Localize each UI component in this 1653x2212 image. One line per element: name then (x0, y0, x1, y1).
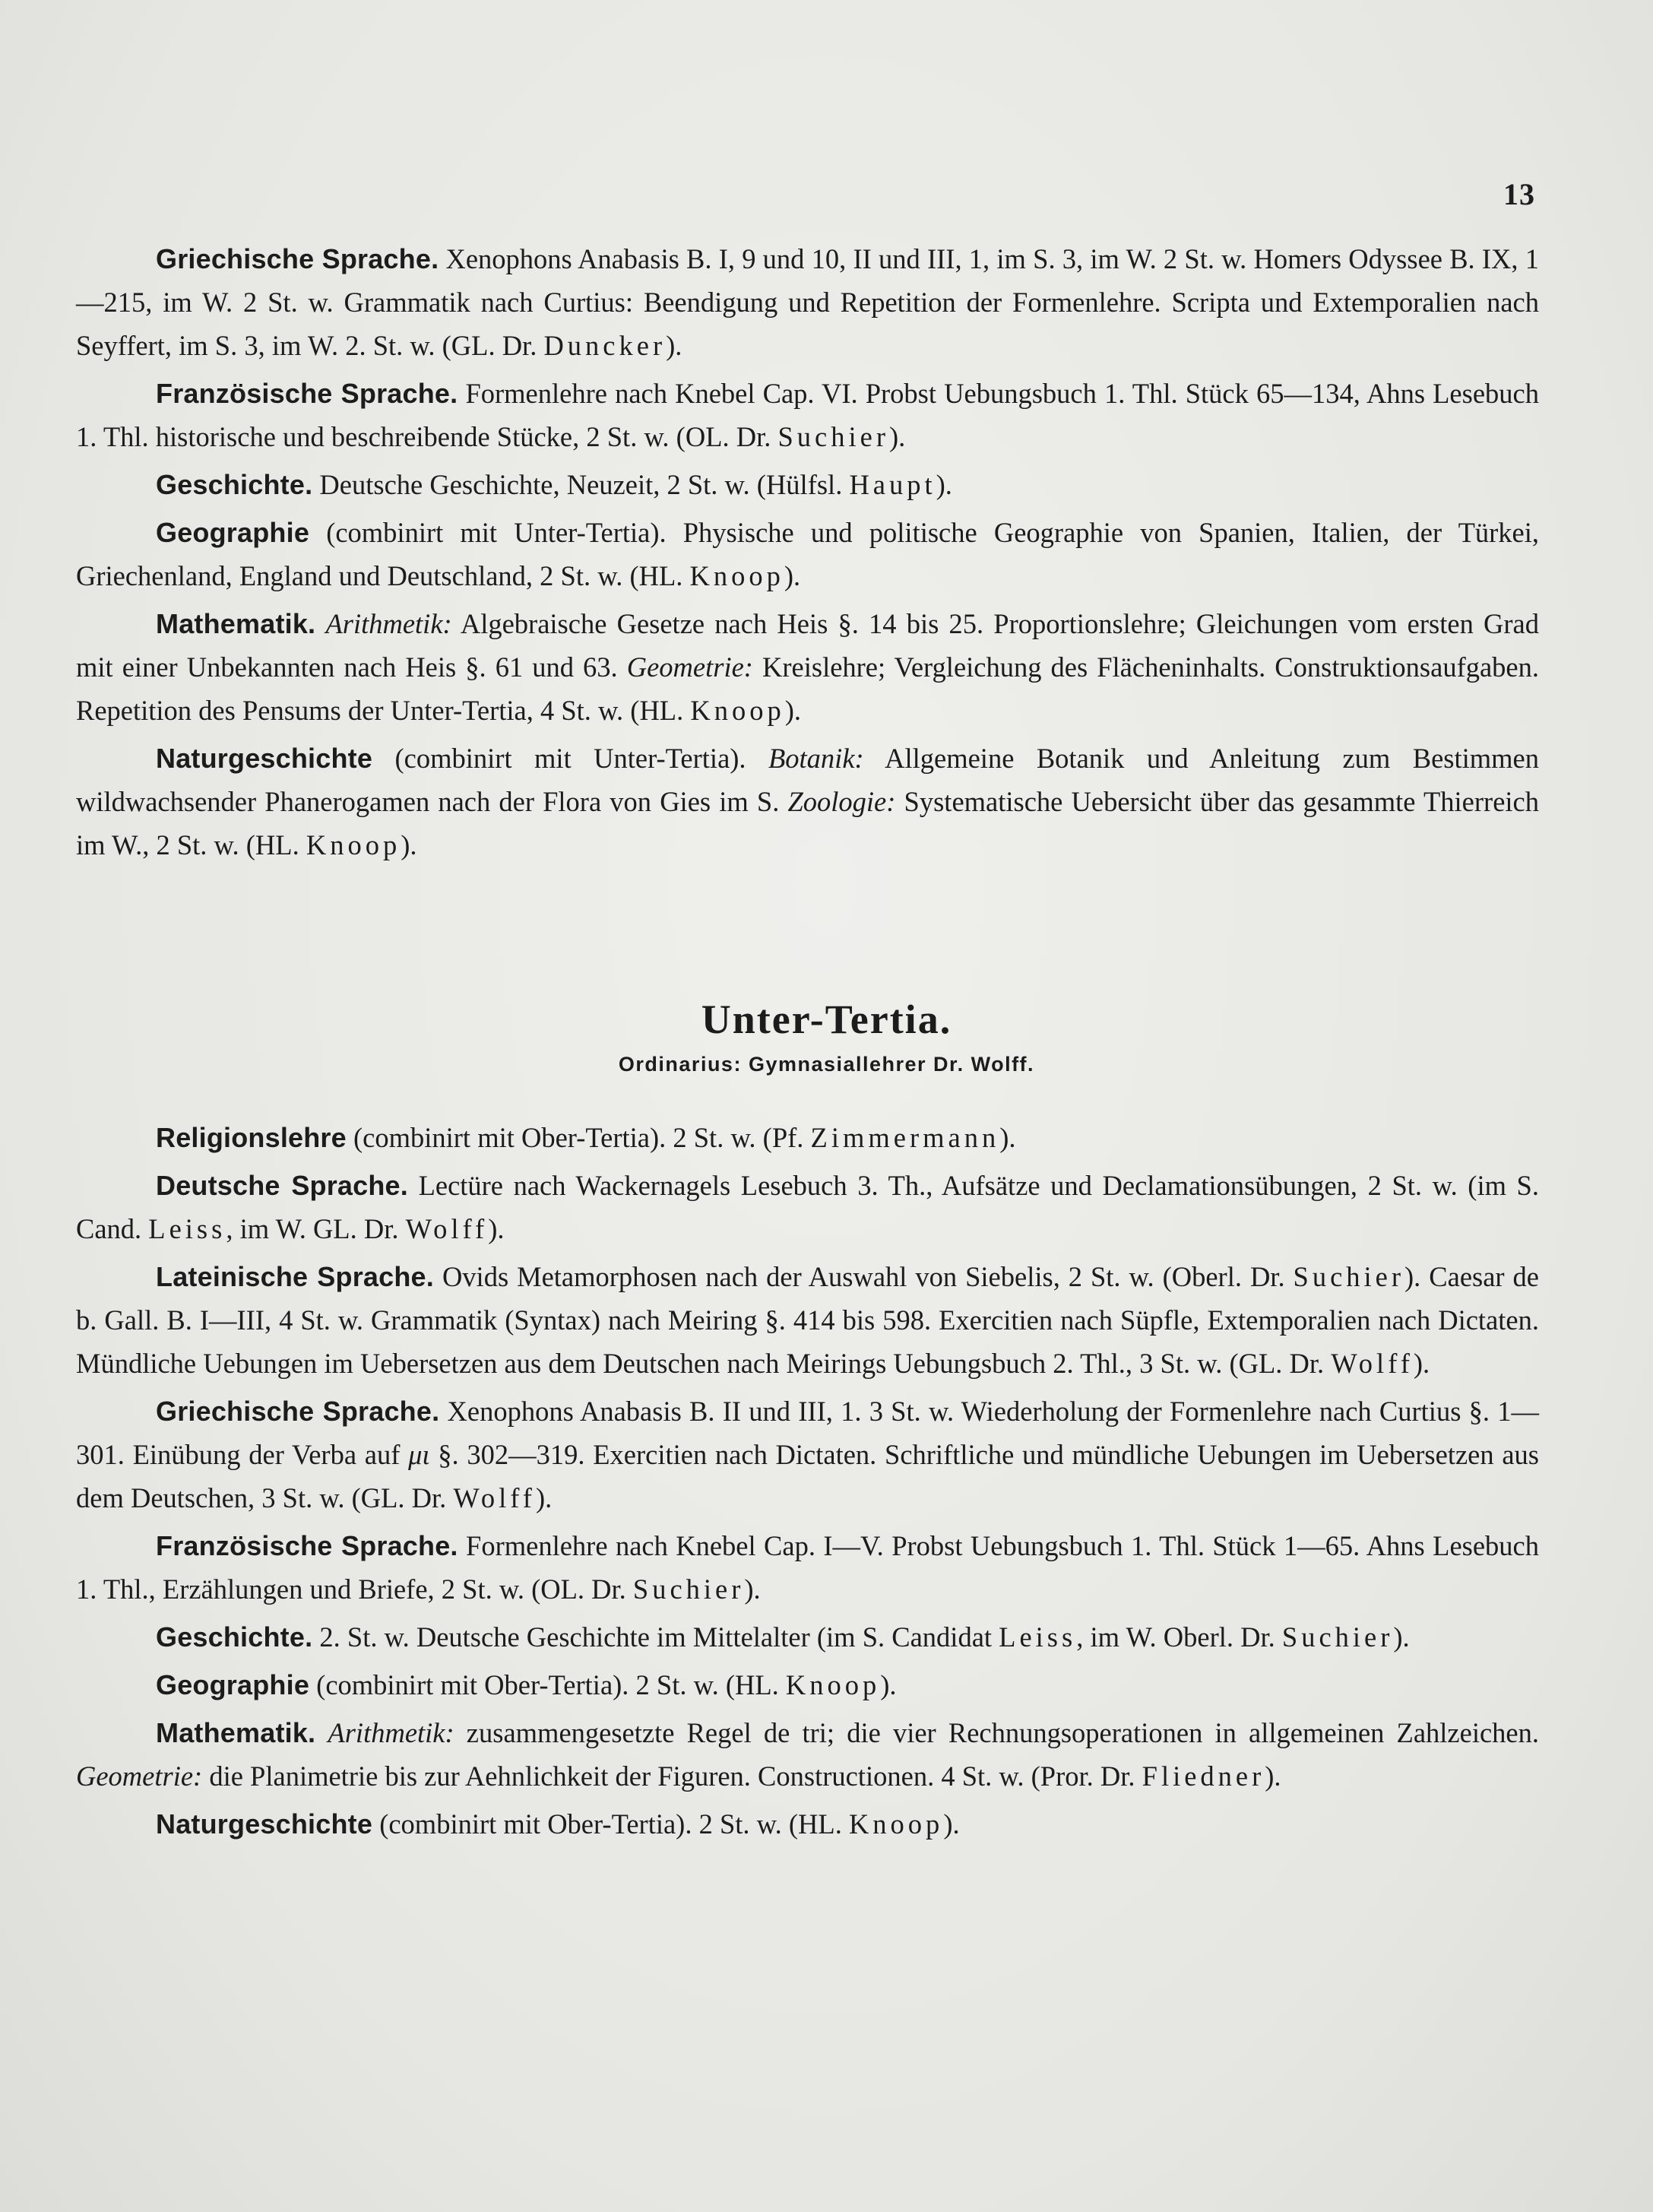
paragraph-text: §. 302—319. Exercitien nach Dictaten. Schriftliche und mündliche Uebungen im Uebersetzen aus dem Deutschen, 3 St. w. (GL. Dr. (76, 1439, 1539, 1513)
teacher-name: Knoop (848, 1808, 944, 1840)
paragraph-text: Deutsche Geschichte, Neuzeit, 2 St. w. (Hülfsl. (312, 469, 850, 500)
curriculum-paragraph (76, 1255, 1539, 1385)
paragraph-text: ). (1413, 1348, 1430, 1379)
teacher-name: Knoop (689, 560, 784, 591)
teacher-name: Haupt (849, 469, 936, 500)
paragraph-text (315, 608, 325, 639)
curriculum-paragraph (76, 1663, 1539, 1707)
curriculum-paragraph (76, 511, 1539, 597)
teacher-name: Leiss (148, 1213, 226, 1244)
paragraph-text: (combinirt mit Unter-Tertia). Physische und politische Geographie von Spanien, Italien, der Türkei, Griechenland, England und Deutschland, 2 St. w. (HL. (76, 517, 1539, 591)
subject-heading: Französische Sprache. (156, 1530, 458, 1561)
teacher-name: Suchier (777, 421, 889, 452)
paragraph-text: Kreislehre; Vergleichung des Flächeninhalts. Construktionsaufgaben. Repetition des Pensums der Unter-Tertia, 4 St. w. (HL. (76, 651, 1539, 726)
curriculum-paragraph (76, 1615, 1539, 1659)
curriculum-paragraph (76, 737, 1539, 867)
paragraph-text: zusammengesetzte Regel de tri; die vier Rechnungsoperationen in allgemeinen Zahlzeichen. (454, 1717, 1540, 1748)
topic-label: Botanik: (768, 743, 864, 774)
subject-heading: Geschichte. (156, 469, 313, 500)
paragraph-text: ). (880, 1669, 897, 1700)
curriculum-paragraph (76, 1711, 1539, 1798)
unter-tertia-curriculum (76, 1116, 1539, 1846)
paragraph-text: Formenlehre nach Knebel Cap. I—V. Probst Uebungsbuch 1. Thl. Stück 1—65. Ahns Lesebuch 1. Thl., Erzählungen und Briefe, 2 St. w. (OL. Dr. (76, 1530, 1539, 1605)
paragraph-text (315, 1717, 328, 1748)
subject-heading: Lateinische Sprache. (156, 1261, 434, 1292)
teacher-name: Zimmermann (810, 1122, 1000, 1153)
subject-heading: Geographie (156, 517, 310, 548)
paragraph-text: (combinirt mit Ober-Tertia). 2 St. w. (HL. (309, 1669, 786, 1700)
paragraph-text: ). (784, 560, 801, 591)
curriculum-paragraph (76, 237, 1539, 367)
paragraph-text: Xenophons Anabasis B. II und III, 1. 3 St. w. Wiederholung der Formenlehre nach Curtius §. 1—301. Einübung der Verba auf (76, 1396, 1539, 1470)
teacher-name: Knoop (690, 695, 785, 726)
paragraph-text: ). (936, 469, 952, 500)
teacher-name: Duncker (543, 330, 667, 361)
paragraph-text: (combinirt mit Ober-Tertia). 2 St. w. (HL. (372, 1808, 849, 1840)
teacher-name: Wolff (405, 1213, 489, 1244)
paragraph-text: ). Caesar de b. Gall. B. I—III, 4 St. w. Grammatik (Syntax) nach Meiring §. 414 bis 598. Exercitien nach Süpfle, Extemporalien nach Dictaten. Mündliche Uebungen im Uebersetzen aus dem Deutschen nach Meirings Uebungsbuch 2. Thl., 3 St. w. (GL. Dr. (76, 1261, 1539, 1379)
paragraph-text: Formenlehre nach Knebel Cap. VI. Probst Uebungsbuch 1. Thl. Stück 65—134, Ahns Lesebuch 1. Thl. historische und beschreibende Stücke, 2 St. w. (OL. Dr. (76, 378, 1539, 452)
paragraph-text: ). (488, 1213, 505, 1244)
page-number: 13 (1503, 177, 1535, 211)
subject-heading: Mathematik. (156, 608, 316, 639)
teacher-name: Suchier (1293, 1261, 1405, 1292)
paragraph-text: 2. St. w. Deutsche Geschichte im Mittelalter (im S. Candidat (312, 1621, 999, 1653)
curriculum-paragraph (76, 1164, 1539, 1250)
paragraph-text: Algebraische Gesetze nach Heis §. 14 bis 25. Proportionslehre; Gleichungen vom ersten Grad mit einer Unbekannten nach Heis §. 61 und 63. (76, 608, 1539, 683)
teacher-name: Suchier (1281, 1621, 1394, 1653)
teacher-name: Fliedner (1142, 1760, 1265, 1792)
subject-heading: Naturgeschichte (156, 743, 373, 774)
paragraph-text: (combinirt mit Unter-Tertia). (372, 743, 768, 774)
subject-heading: Religionslehre (156, 1122, 347, 1153)
teacher-name: Knoop (306, 829, 401, 860)
paragraph-text: ). (943, 1808, 960, 1840)
topic-label: μι (408, 1439, 430, 1470)
paragraph-text: ). (1265, 1760, 1281, 1792)
subject-heading: Deutsche Sprache. (156, 1170, 408, 1201)
paragraph-text: ). (889, 421, 906, 452)
topic-label: Geometrie: (626, 651, 753, 683)
subject-heading: Geographie (156, 1669, 310, 1700)
curriculum-paragraph (76, 372, 1539, 458)
curriculum-paragraph (76, 1524, 1539, 1611)
paragraph-text: , im W. Oberl. Dr. (1076, 1621, 1282, 1653)
ober-tertia-curriculum (76, 237, 1539, 867)
curriculum-paragraph (76, 1116, 1539, 1159)
topic-label: Arithmetik: (325, 608, 452, 639)
curriculum-paragraph (76, 1390, 1539, 1520)
paragraph-text: ). (999, 1122, 1016, 1153)
curriculum-paragraph (76, 1802, 1539, 1846)
subject-heading: Griechische Sprache. (156, 1396, 440, 1427)
paragraph-text: ). (535, 1482, 553, 1513)
paragraph-text: Xenophons Anabasis B. I, 9 und 10, II und III, 1, im S. 3, im W. 2 St. w. Homers Odyssee B. IX, 1—215, im W. 2 St. w. Grammatik nach Curtius: Beendigung und Repetition der Formenlehre. Scripta und Extemporalien nach Seyffert, im S. 3, im W. 2. St. w. (GL. Dr. (76, 243, 1539, 361)
paragraph-text: Ovids Metamorphosen nach der Auswahl von Siebelis, 2 St. w. (Oberl. Dr. (433, 1261, 1294, 1292)
teacher-name: Wolff (453, 1482, 536, 1513)
paragraph-text: ). (784, 695, 801, 726)
subject-heading: Französische Sprache. (156, 378, 458, 409)
topic-label: Arithmetik: (328, 1717, 454, 1748)
paragraph-text: ). (666, 330, 682, 361)
section-title: Unter-Tertia. (701, 997, 952, 1042)
section-ordinarius: Ordinarius: Gymnasiallehrer Dr. Wolff. (618, 1053, 1035, 1076)
paragraph-text: Allgemeine Botanik und Anleitung zum Bestimmen wildwachsender Phanerogamen nach der Flora von Gies im S. (76, 743, 1540, 817)
paragraph-text: die Planimetrie bis zur Aehnlichkeit der Figuren. Constructionen. 4 St. w. (Pror. Dr. (202, 1760, 1142, 1792)
subject-heading: Geschichte. (156, 1621, 313, 1653)
curriculum-paragraph (76, 463, 1539, 506)
teacher-name: Wolff (1331, 1348, 1414, 1379)
paragraph-text: Lectüre nach Wackernagels Lesebuch 3. Th., Aufsätze und Declamationsübungen, 2 St. w. (im S. Cand. (76, 1170, 1539, 1244)
subject-heading: Mathematik. (156, 1717, 316, 1748)
paragraph-text: ). (744, 1573, 761, 1605)
paragraph-text: (combinirt mit Ober-Tertia). 2 St. w. (Pf. (346, 1122, 811, 1153)
curriculum-paragraph (76, 602, 1539, 732)
subject-heading: Naturgeschichte (156, 1808, 373, 1840)
teacher-name: Suchier (632, 1573, 745, 1605)
topic-label: Geometrie: (76, 1760, 203, 1792)
paragraph-text: Systematische Uebersicht über das gesammte Thierreich im W., 2 St. w. (HL. (76, 786, 1539, 860)
subject-heading: Griechische Sprache. (156, 243, 439, 274)
topic-label: Zoologie: (787, 786, 896, 817)
paragraph-text: ). (401, 829, 417, 860)
paragraph-text: , im W. GL. Dr. (226, 1213, 406, 1244)
teacher-name: Knoop (785, 1669, 881, 1700)
teacher-name: Leiss (999, 1621, 1077, 1653)
paragraph-text: ). (1393, 1621, 1410, 1653)
